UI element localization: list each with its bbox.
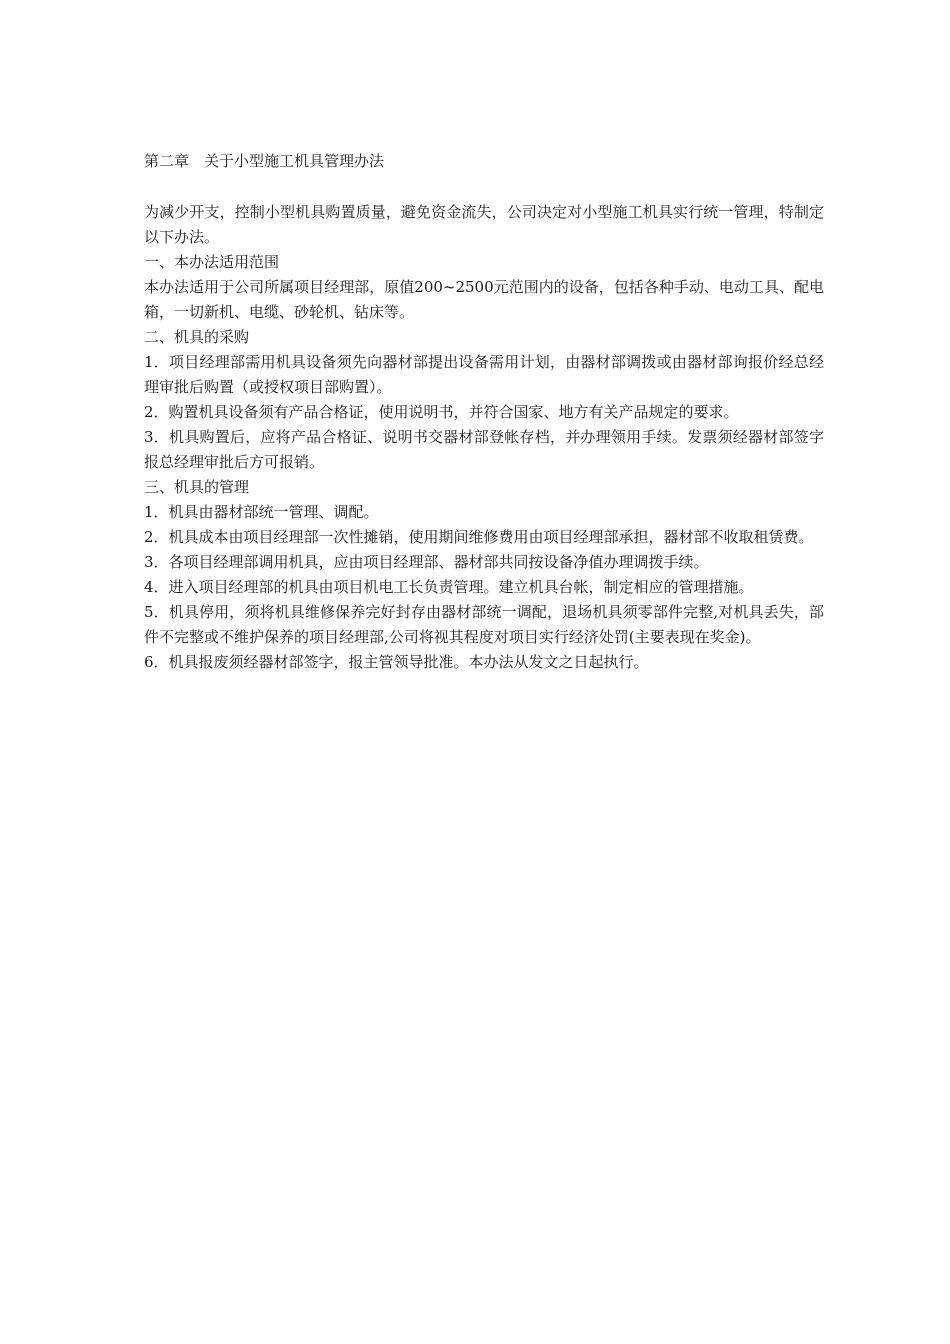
intro-paragraph: 为减少开支，控制小型机具购置质量，避免资金流失，公司决定对小型施工机具实行统一管理，特制定以下办法。 <box>144 203 824 246</box>
management-item-2: 2．机具成本由项目经理部一次性摊销，使用期间维修费用由项目经理部承担，器材部不收取租赁费。 <box>144 528 814 546</box>
procurement-item-3: 3．机具购置后，应将产品合格证、说明书交器材部登帐存档，并办理领用手续。发票须经器材部签字报总经理审批后方可报销。 <box>144 428 824 471</box>
section-heading-management: 三、机具的管理 <box>144 478 250 496</box>
procurement-item-1: 1．项目经理部需用机具设备须先向器材部提出设备需用计划，由器材部调拨或由器材部询报价经总经理审批后购置（或授权项目部购置）。 <box>144 353 824 396</box>
document-page <box>144 148 824 675</box>
management-item-5: 5．机具停用，须将机具维修保养完好封存由器材部统一调配，退场机具须零部件完整,对机具丢失，部件不完整或不维护保养的项目经理部,公司将视其程度对项目实行经济处罚(主要表现在奖金)。 <box>144 603 824 646</box>
document-body <box>144 200 824 675</box>
section-heading-scope: 一、本办法适用范围 <box>144 253 280 271</box>
management-item-3: 3．各项目经理部调用机具，应由项目经理部、器材部共同按设备净值办理调拨手续。 <box>144 553 709 571</box>
section-heading-procurement: 二、机具的采购 <box>144 328 250 346</box>
management-item-6: 6．机具报废须经器材部签字，报主管领导批准。本办法从发文之日起执行。 <box>144 653 649 671</box>
scope-paragraph: 本办法适用于公司所属项目经理部，原值200~2500元范围内的设备，包括各种手动、电动工具、配电箱，一切新机、电缆、砂轮机、钻床等。 <box>144 278 824 321</box>
procurement-item-2: 2．购置机具设备须有产品合格证，使用说明书，并符合国家、地方有关产品规定的要求。 <box>144 403 739 421</box>
management-item-1: 1．机具由器材部统一管理、调配。 <box>144 503 379 521</box>
chapter-title: 第二章 关于小型施工机具管理办法 <box>144 152 385 170</box>
management-item-4: 4．进入项目经理部的机具由项目机电工长负责管理。建立机具台帐，制定相应的管理措施。 <box>144 578 754 596</box>
